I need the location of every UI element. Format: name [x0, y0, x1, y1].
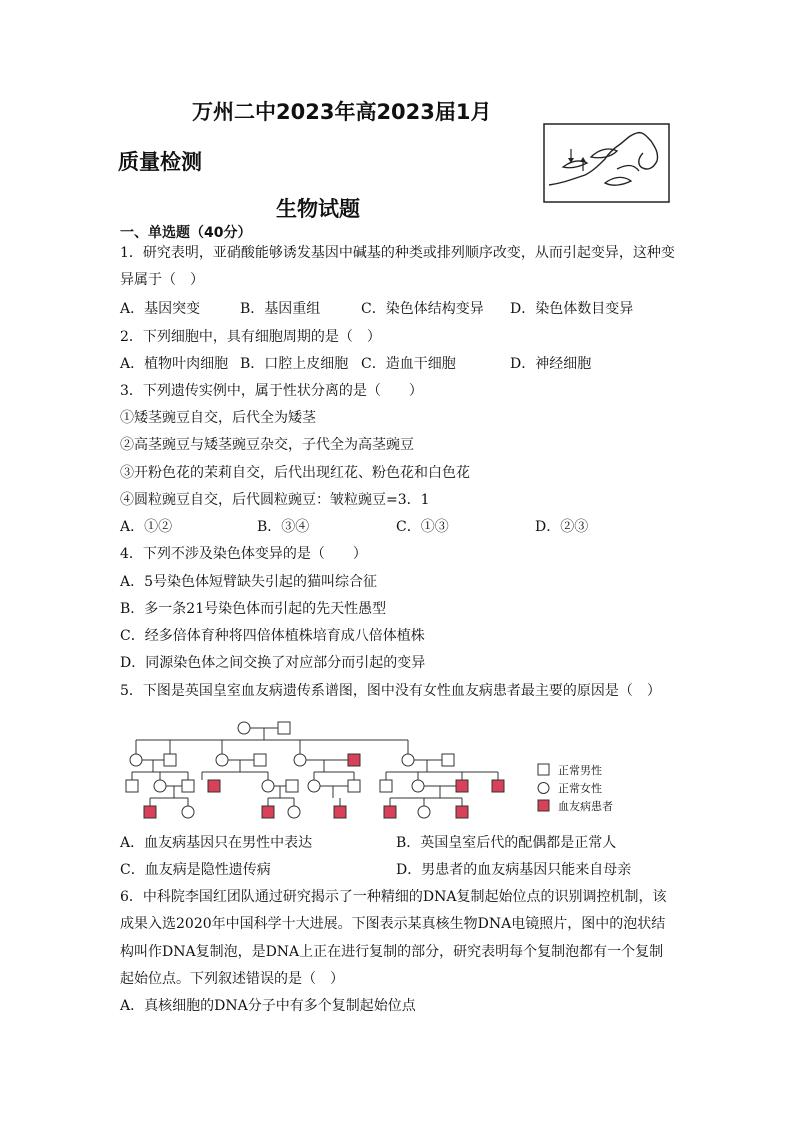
q1-option-c: C．染色体结构变异 [361, 301, 484, 317]
q3-item-1: ①矮茎豌豆自交，后代全为矮茎 [120, 410, 316, 426]
q5-option-d: D．男患者的血友病基因只能来自母亲 [396, 862, 632, 878]
q2-stem: 2．下列细胞中，具有细胞周期的是（ ） [120, 329, 381, 345]
q3-option-d: D．②③ [535, 519, 589, 535]
legend-normal-female-icon [538, 783, 549, 794]
q1-stem-line2: 异属于（ ） [120, 272, 204, 288]
q2-option-a: A．植物叶肉细胞 [120, 356, 229, 372]
q5-stem: 5．下图是英国皇室血友病遗传系谱图，图中没有女性血友病患者最主要的原因是（ ） [120, 683, 661, 699]
q2-option-c: C．造血干细胞 [361, 356, 456, 372]
q5-option-b: B．英国皇室后代的配偶都是正常人 [396, 835, 617, 851]
legend-patient-icon [538, 800, 549, 811]
q3-stem: 3．下列遗传实例中，属于性状分离的是（ ） [120, 383, 423, 399]
q3-item-2: ②高茎豌豆与矮茎豌豆杂交，子代全为高茎豌豆 [120, 437, 414, 453]
dna-micrograph-figure [543, 123, 670, 203]
q3-item-4: ④圆粒豌豆自交，后代圆粒豌豆：皱粒豌豆=3．1 [120, 492, 430, 508]
q6-stem-line1: 6．中科院李国红团队通过研究揭示了一种精细的DNA复制起始位点的识别调控机制，该 [120, 889, 667, 905]
legend-normal-male-icon [538, 764, 549, 775]
q6-option-a: A．真核细胞的DNA分子中有多个复制起始位点 [120, 998, 416, 1014]
q2-option-b: B．口腔上皮细胞 [240, 356, 349, 372]
q6-stem-line2: 成果入选2020年中国科学十大进展。下图表示某真核生物DNA电镜照片，图中的泡状结 [120, 916, 666, 932]
q1-option-a: A．基因突变 [120, 301, 201, 317]
q1-option-d: D．染色体数目变异 [510, 301, 634, 317]
section-heading: 一、单选题（40分） [120, 225, 252, 241]
q4-option-c: C．经多倍体育种将四倍体植株培育成八倍体植株 [120, 628, 425, 644]
q3-item-3: ③开粉色花的茉莉自交，后代出现红花、粉色花和白色花 [120, 465, 470, 481]
q1-stem-line1: 1．研究表明，亚硝酸能够诱发基因中碱基的种类或排列顺序改变，从而引起变异，这种变 [120, 245, 675, 261]
pedigree-chart [118, 712, 638, 828]
q2-option-d: D．神经细胞 [510, 356, 592, 372]
title-line2: 质量检测 [118, 150, 202, 174]
q3-option-a: A．①② [120, 519, 173, 535]
q4-option-b: B．多一条21号染色体而引起的先天性愚型 [120, 601, 387, 617]
q5-option-c: C．血友病是隐性遗传病 [120, 862, 271, 878]
q1-option-b: B．基因重组 [240, 301, 321, 317]
q4-option-d: D．同源染色体之间交换了对应部分而引起的变异 [120, 655, 426, 671]
q3-option-c: C．①③ [396, 519, 449, 535]
legend-normal-female: 正常女性 [558, 782, 602, 795]
legend-patient: 血友病患者 [558, 800, 613, 813]
q6-stem-line3: 构叫作DNA复制泡，是DNA上正在进行复制的部分，研究表明每个复制泡都有一个复制 [120, 944, 664, 960]
title-line1: 万州二中2023年高2023届1月 [192, 100, 492, 124]
q4-option-a: A．5号染色体短臂缺失引起的猫叫综合征 [120, 574, 378, 590]
legend-normal-male: 正常男性 [558, 764, 602, 777]
q6-stem-line4: 起始位点。下列叙述错误的是（ ） [120, 971, 344, 987]
q5-option-a: A．血友病基因只在男性中表达 [120, 835, 313, 851]
q4-stem: 4．下列不涉及染色体变异的是（ ） [120, 546, 367, 562]
q3-option-b: B．③④ [257, 519, 310, 535]
subject-title: 生物试题 [276, 197, 360, 221]
